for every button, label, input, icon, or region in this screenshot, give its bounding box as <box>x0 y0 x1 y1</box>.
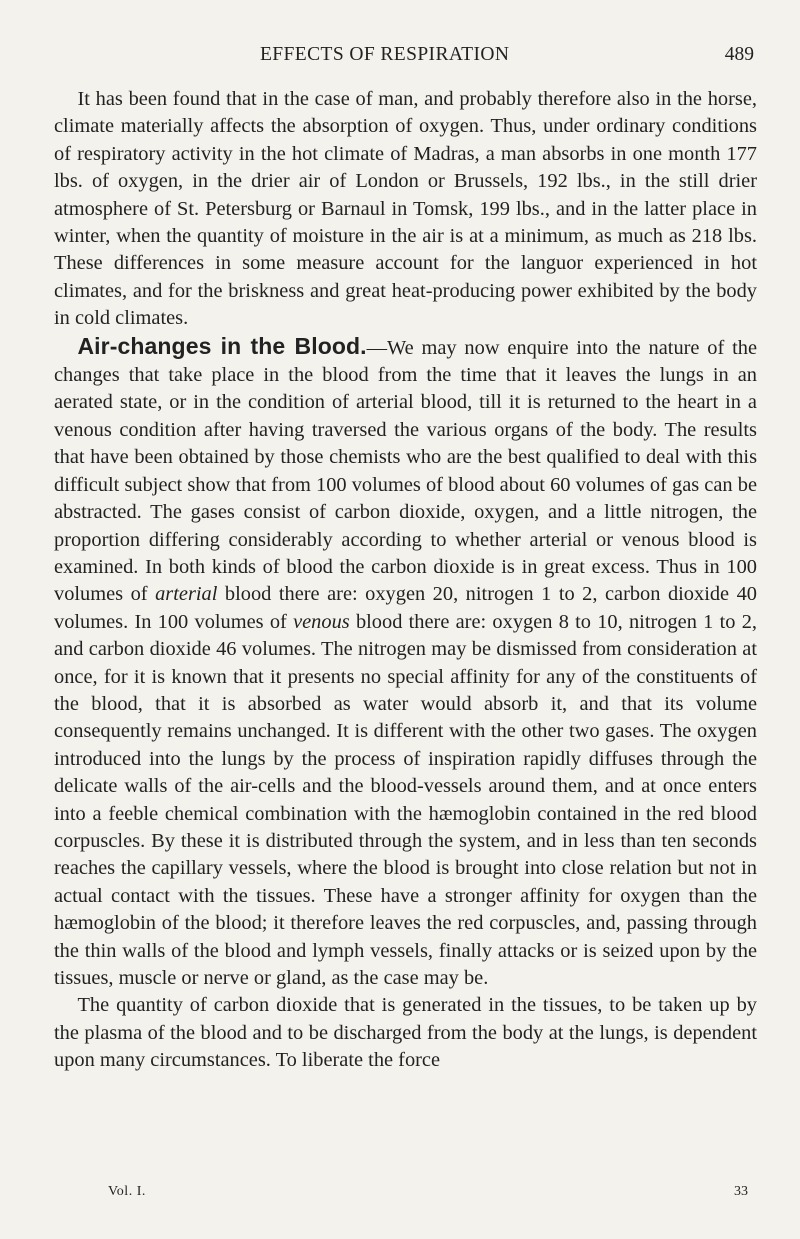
page-footer <box>108 1184 748 1204</box>
paragraph-text: —We may now enquire into the nature of the changes that take place in the blood from the time that it leaves the lungs in an aerated state, or in the condition of arterial blood, till it is returned to the heart in a venous condition after having traversed the various organs of the body. The results that have been obtained by those chemists who are the best qualified to deal with this difficult subject show that from 100 volumes of blood about 60 volumes of gas can be abstracted. The gases consist of carbon dioxide, oxygen, and a little nitrogen, the proportion differing considerably according to whether arterial or venous blood is examined. In both kinds of blood the carbon dioxide is in great excess. Thus in 100 volumes of <box>54 336 757 606</box>
signature-mark: 33 <box>734 1184 748 1199</box>
paragraph-carbon-dioxide: The quantity of carbon dioxide that is generated in the tissues, to be taken up by the plasma of the blood and to be discharged from the body at the lungs, is dependent upon many circumstances. To liberate the force <box>54 994 757 1072</box>
paragraph-air-changes <box>54 333 757 993</box>
paragraph-text: blood there are: oxygen 20, nitrogen 1 to 2, carbon dioxide 40 volumes. In 100 volumes of <box>54 583 757 633</box>
running-head <box>110 44 760 70</box>
italic-term-venous: venous <box>293 610 350 633</box>
section-heading: Air-changes in the Blood. <box>77 332 367 359</box>
volume-mark: Vol. I. <box>108 1184 146 1199</box>
running-head-title: EFFECTS OF RESPIRATION <box>260 44 510 65</box>
page-number: 489 <box>724 44 754 65</box>
paragraph-climate: It has been found that in the case of man, and probably therefore also in the horse, climate materially affects the absorption of oxygen. Thus, under ordinary conditions of respiratory activity in the hot climate of Madras, a man absorbs in one month 177 lbs. of oxygen, in the drier air of London or Brussels, 192 lbs., in the still drier atmosphere of St. Petersburg or Barnaul in Tomsk, 199 lbs., and in the latter place in winter, when the quantity of moisture in the air is at a minimum, as much as 218 lbs. These differences in some measure account for the languor experienced in hot climates, and for the briskness and great heat-producing power exhibited by the body in cold climates. <box>54 88 757 330</box>
paragraph-text: blood there are: oxygen 8 to 10, nitrogen 1 to 2, and carbon dioxide 46 volumes. The nitrogen may be dismissed from consideration at once, for it is known that it presents no special affinity for any of the constituents of the blood, that it is absorbed as water would absorb it, and that its volume consequently remains unchanged. It is different with the other two gases. The oxygen introduced into the lungs by the process of inspiration rapidly diffuses through the delicate walls of the air-cells and the blood-vessels around them, and at once enters into a feeble chemical combination with the hæmoglobin contained in the red blood corpuscles. By these it is distributed through the system, and in less than ten seconds reaches the capillary vessels, where the blood is brought into close relation but not in actual contact with the tissues. These have a stronger affinity for oxygen than the hæmoglobin of the blood; it therefore leaves the red corpuscles, and, passing through the thin walls of the blood and lymph vessels, finally attacks or is seized upon by the tissues, muscle or nerve or gland, as the case may be. <box>54 610 758 989</box>
body-text <box>54 86 757 1075</box>
italic-term-arterial: arterial <box>155 583 218 606</box>
